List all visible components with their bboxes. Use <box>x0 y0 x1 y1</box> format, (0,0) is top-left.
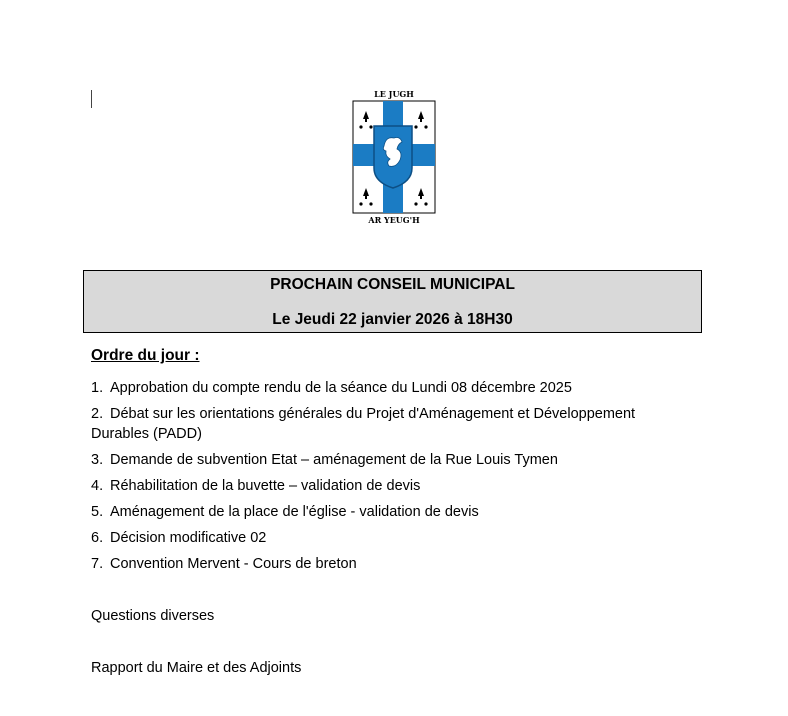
agenda-item-text: Débat sur les orientations générales du Projet d'Aménagement et Développement Durables (PADD) <box>91 406 636 442</box>
agenda-item-number: 6. <box>91 530 104 546</box>
agenda-item-number: 4. <box>91 478 104 494</box>
agenda-item-number: 1. <box>91 380 104 396</box>
crest-top-text: LE JUGH <box>374 89 414 99</box>
agenda-item-text: Décision modificative 02 <box>110 530 267 546</box>
agenda-item-text: Convention Mervent - Cours de breton <box>110 556 357 572</box>
agenda-item <box>91 502 691 522</box>
agenda-heading: Ordre du jour : <box>91 347 200 364</box>
banner-date: Le Jeudi 22 janvier 2026 à 18H30 <box>272 311 513 328</box>
agenda-item <box>91 404 691 444</box>
agenda-item <box>91 528 691 548</box>
banner-title: PROCHAIN CONSEIL MUNICIPAL <box>270 276 515 293</box>
agenda-item-number: 7. <box>91 556 104 572</box>
questions-diverses: Questions diverses <box>91 608 215 624</box>
rapport-maire: Rapport du Maire et des Adjoints <box>91 660 302 676</box>
agenda-list <box>91 378 691 580</box>
agenda-item <box>91 476 691 496</box>
municipal-crest-logo <box>350 86 438 226</box>
agenda-item-text: Demande de subvention Etat – aménagement de la Rue Louis Tymen <box>110 452 558 468</box>
agenda-item <box>91 378 691 398</box>
agenda-item-text: Approbation du compte rendu de la séance du Lundi 08 décembre 2025 <box>110 380 572 396</box>
agenda-item-number: 2. <box>91 406 104 422</box>
agenda-item <box>91 450 691 470</box>
agenda-item <box>91 554 691 574</box>
agenda-item-number: 5. <box>91 504 104 520</box>
agenda-item-text: Réhabilitation de la buvette – validation de devis <box>110 478 421 494</box>
crest-bottom-text: AR YEUG'H <box>368 215 420 225</box>
meeting-banner <box>83 270 702 333</box>
agenda-item-number: 3. <box>91 452 104 468</box>
text-cursor <box>91 90 92 108</box>
agenda-item-text: Aménagement de la place de l'église - validation de devis <box>110 504 479 520</box>
